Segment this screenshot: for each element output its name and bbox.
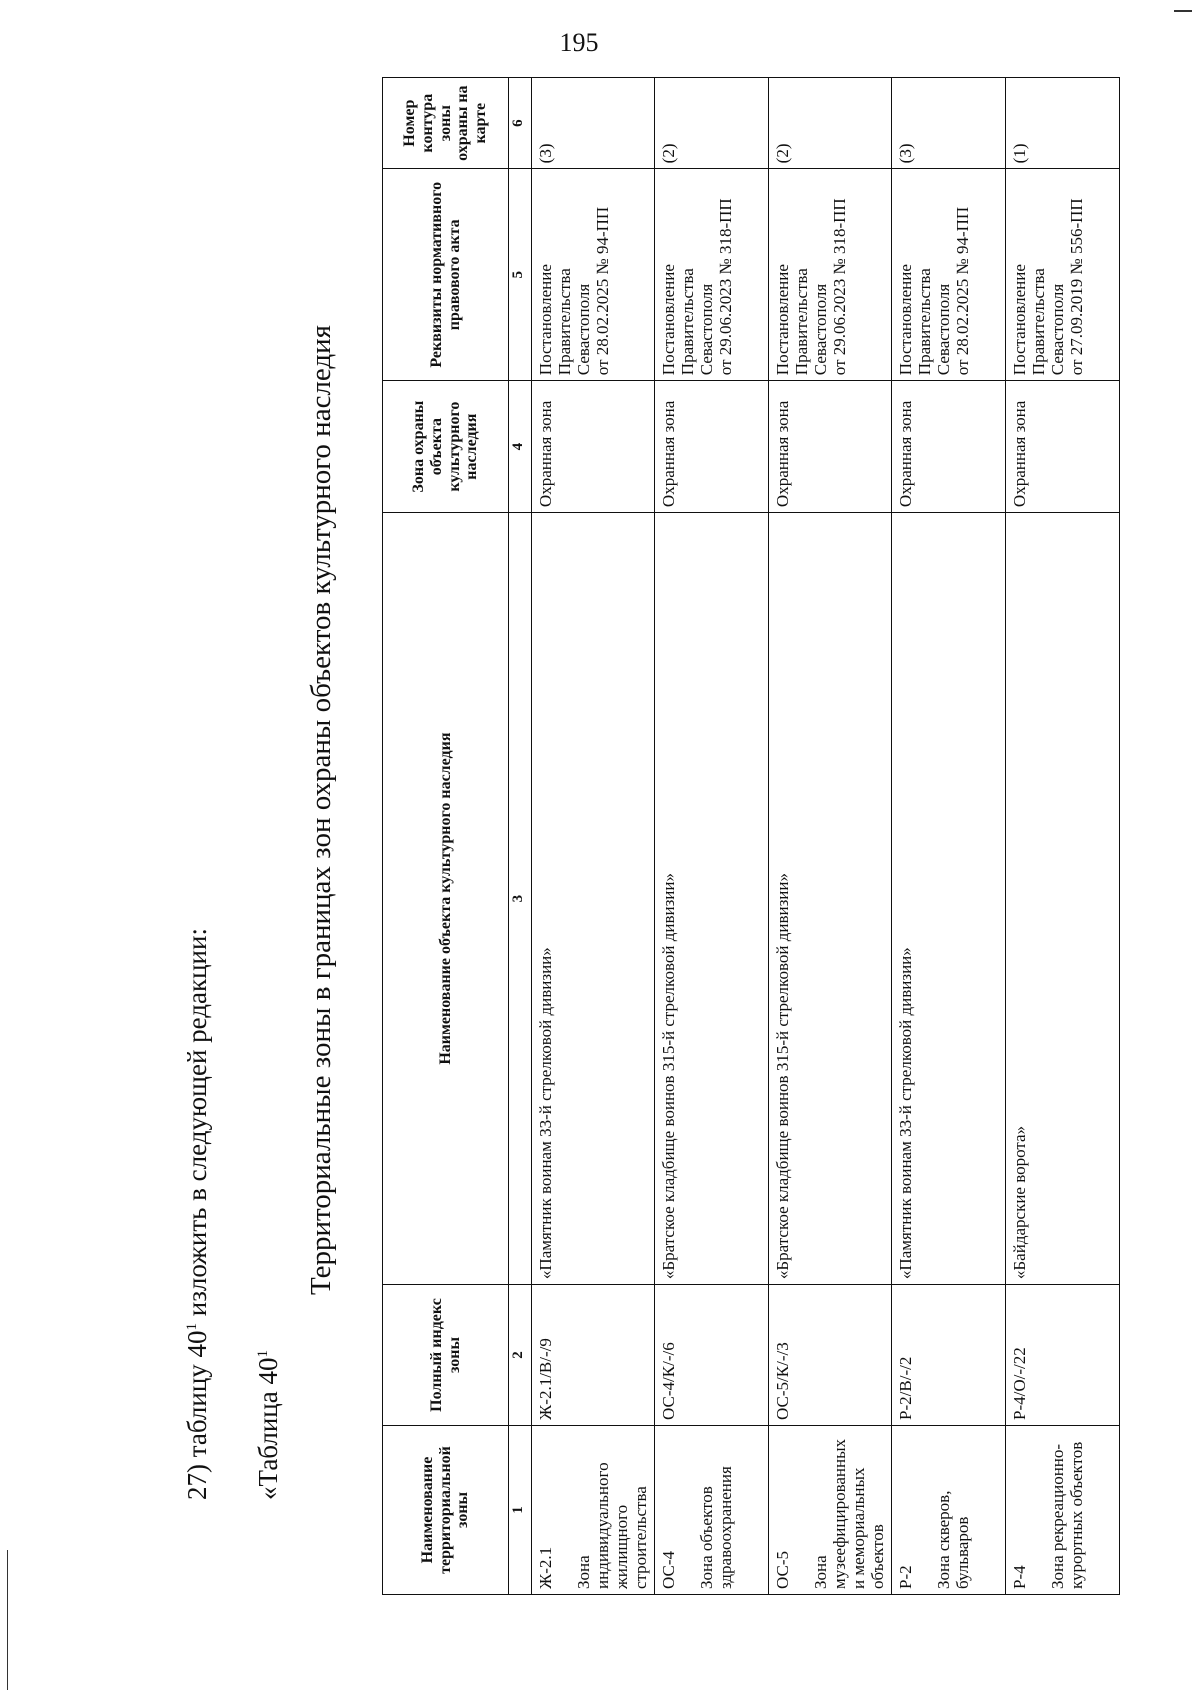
column-number-row bbox=[509, 78, 532, 1595]
act-line: от 28.02.2025 № 94-ПП bbox=[593, 206, 613, 376]
act-line: Постановление bbox=[1010, 264, 1030, 376]
heritage-object-cell: «Памятник воинам 33-й стрелковой дивизии» bbox=[892, 513, 1006, 1285]
column-number: 4 bbox=[509, 381, 532, 513]
column-number: 3 bbox=[509, 513, 532, 1285]
act-line: Севастополя bbox=[811, 283, 831, 376]
protection-zone-cell: Охранная зона bbox=[655, 381, 769, 513]
amendment-text-before: 27) таблицу 40 bbox=[182, 1330, 212, 1500]
heritage-zones-table bbox=[382, 77, 1120, 1595]
header-heritage-object-name: Наименование объекта культурного наследия bbox=[383, 513, 509, 1285]
territorial-zone-cell bbox=[532, 1425, 655, 1594]
territorial-zone-cell bbox=[769, 1425, 892, 1594]
page-number: 195 bbox=[559, 28, 599, 57]
protection-zone-cell: Охранная зона bbox=[532, 381, 655, 513]
table-reference-superscript: 1 bbox=[255, 1350, 271, 1358]
zone-name: Зона музеефицированных и мемориальных объектов bbox=[811, 1438, 888, 1589]
table-row bbox=[769, 78, 892, 1595]
protection-zone-cell: Охранная зона bbox=[769, 381, 892, 513]
act-line: Правительства bbox=[678, 268, 698, 376]
contour-number-cell: (3) bbox=[532, 78, 655, 169]
legal-act-cell bbox=[655, 169, 769, 381]
legal-act-cell bbox=[1006, 169, 1120, 381]
act-line: от 29.06.2023 № 318-ПП bbox=[716, 198, 736, 376]
header-legal-act-details: Реквизиты нормативного правового акта bbox=[383, 169, 509, 381]
act-line: Правительства bbox=[915, 268, 935, 376]
zone-name: Зона скверов, бульваров bbox=[934, 1490, 973, 1589]
heritage-object-cell: «Братское кладбище воинов 315-й стрелковой дивизии» bbox=[769, 513, 892, 1285]
act-line: от 27.09.2019 № 556-ПП bbox=[1067, 198, 1087, 376]
rotated-document-content bbox=[170, 60, 1087, 1610]
zone-code: ОС-4 bbox=[659, 1551, 679, 1589]
amendment-text-after: изложить в следующей редакции: bbox=[182, 928, 212, 1323]
column-number: 6 bbox=[509, 78, 532, 169]
contour-number-cell: (3) bbox=[892, 78, 1006, 169]
act-line: Постановление bbox=[659, 264, 679, 376]
zone-code: Р-4 bbox=[1010, 1565, 1030, 1589]
zone-name: Зона объектов здравоохранения bbox=[697, 1466, 736, 1589]
zone-name: Зона индивидуального жилищного строительства bbox=[574, 1462, 651, 1589]
heritage-object-cell: «Памятник воинам 33-й стрелковой дивизии» bbox=[532, 513, 655, 1285]
act-line: от 28.02.2025 № 94-ПП bbox=[953, 206, 973, 376]
act-line: Постановление bbox=[896, 264, 916, 376]
act-line: Постановление bbox=[773, 264, 793, 376]
full-index-cell: Ж-2.1/В/-/9 bbox=[532, 1285, 655, 1426]
table-row bbox=[532, 78, 655, 1595]
legal-act-cell bbox=[769, 169, 892, 381]
amendment-instruction bbox=[182, 928, 213, 1500]
heritage-object-cell: «Братское кладбище воинов 315-й стрелковой дивизии» bbox=[655, 513, 769, 1285]
territorial-zone-cell bbox=[892, 1425, 1006, 1594]
column-number: 5 bbox=[509, 169, 532, 381]
contour-number-cell: (1) bbox=[1006, 78, 1120, 169]
header-territorial-zone-name: Наименование территориальной зоны bbox=[383, 1425, 509, 1594]
header-full-index: Полный индекс зоны bbox=[383, 1285, 509, 1426]
act-line: Правительства bbox=[792, 268, 812, 376]
zone-code: Ж-2.1 bbox=[536, 1546, 555, 1589]
zone-code: Р-2 bbox=[896, 1565, 916, 1589]
header-protection-zone: Зона охраны объекта культурного наследия bbox=[383, 381, 509, 513]
table-title: Территориальные зоны в границах зон охраны объектов культурного наследия bbox=[305, 324, 337, 1296]
column-number: 1 bbox=[509, 1425, 532, 1594]
table-row bbox=[655, 78, 769, 1595]
full-index-cell: ОС-4/К/-/6 bbox=[655, 1285, 769, 1426]
left-margin-scan-mark bbox=[7, 1550, 8, 1690]
protection-zone-cell: Охранная зона bbox=[1006, 381, 1120, 513]
contour-number-cell: (2) bbox=[655, 78, 769, 169]
territorial-zone-cell bbox=[1006, 1425, 1120, 1594]
column-number: 2 bbox=[509, 1285, 532, 1426]
top-right-scan-mark bbox=[1174, 10, 1192, 12]
protection-zone-cell: Охранная зона bbox=[892, 381, 1006, 513]
header-contour-number: Номер контура зоны охраны на карте bbox=[383, 78, 509, 169]
table-row bbox=[1006, 78, 1120, 1595]
heritage-object-cell: «Байдарские ворота» bbox=[1006, 513, 1120, 1285]
contour-number-cell: (2) bbox=[769, 78, 892, 169]
territorial-zone-cell bbox=[655, 1425, 769, 1594]
act-line: Постановление bbox=[536, 264, 555, 376]
full-index-cell: ОС-5/К/-/3 bbox=[769, 1285, 892, 1426]
act-line: от 29.06.2023 № 318-ПП bbox=[830, 198, 850, 376]
zone-name: Зона рекреационно-курортных объектов bbox=[1048, 1441, 1087, 1589]
zone-code: ОС-5 bbox=[773, 1551, 793, 1589]
legal-act-cell bbox=[892, 169, 1006, 381]
act-line: Севастополя bbox=[697, 283, 717, 376]
table-header-row bbox=[383, 78, 509, 1595]
table-row bbox=[892, 78, 1006, 1595]
full-index-cell: Р-2/В/-/2 bbox=[892, 1285, 1006, 1426]
table-reference bbox=[253, 1350, 284, 1500]
act-line: Севастополя bbox=[1048, 283, 1068, 376]
amendment-superscript: 1 bbox=[184, 1322, 200, 1331]
act-line: Севастополя bbox=[574, 283, 594, 376]
act-line: Правительства bbox=[555, 268, 575, 376]
act-line: Правительства bbox=[1029, 268, 1049, 376]
legal-act-cell bbox=[532, 169, 655, 381]
act-line: Севастополя bbox=[934, 283, 954, 376]
full-index-cell: Р-4/О/-/22 bbox=[1006, 1285, 1120, 1426]
table-reference-text: «Таблица 40 bbox=[253, 1357, 283, 1500]
